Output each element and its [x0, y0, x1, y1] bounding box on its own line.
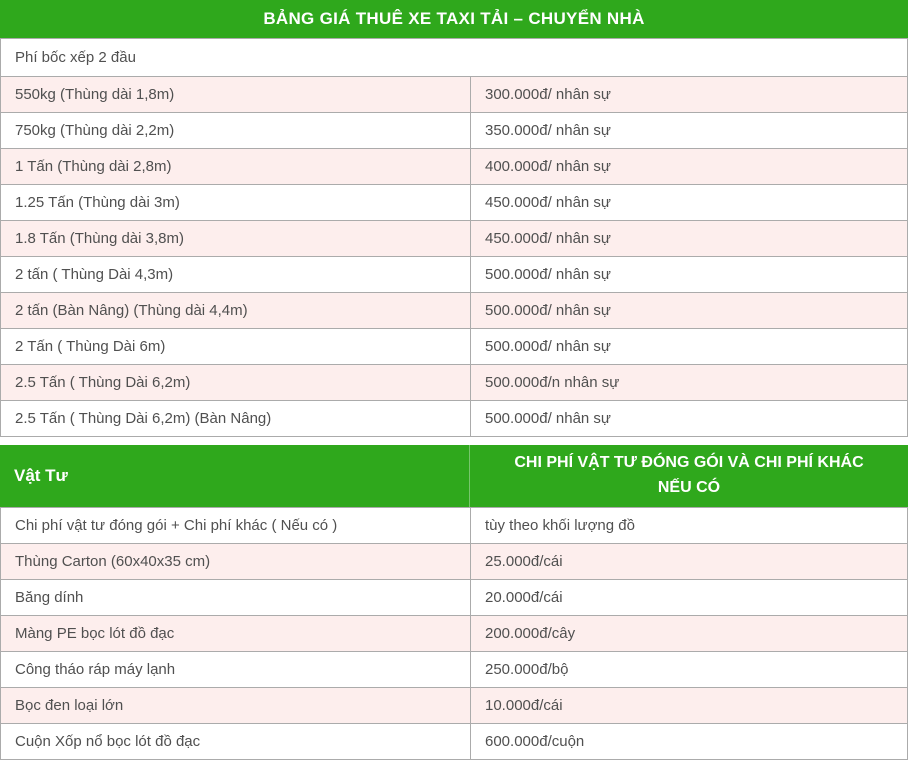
item-price: 25.000đ/cái [485, 553, 563, 570]
table2-header-bar [0, 445, 908, 507]
item-price: 450.000đ/ nhân sự [485, 194, 611, 211]
table-row [1, 400, 907, 436]
item-label: 2.5 Tấn ( Thùng Dài 6,2m) [1, 365, 471, 400]
item-label: 550kg (Thùng dài 1,8m) [1, 77, 471, 112]
table1-subheader-label: Phí bốc xếp 2 đầu [15, 49, 136, 66]
table1-rows [1, 76, 907, 436]
table-row [1, 543, 907, 579]
table-row [1, 364, 907, 400]
table2-col2-header: CHI PHÍ VẬT TƯ ĐÓNG GÓI VÀ CHI PHÍ KHÁC NẾU CÓ [514, 454, 864, 496]
table-row [1, 723, 907, 759]
item-price: 400.000đ/ nhân sự [485, 158, 611, 175]
table1-header-bar [0, 0, 908, 38]
item-price: 500.000đ/ nhân sự [485, 338, 611, 355]
table1-title: BẢNG GIÁ THUÊ XE TAXI TẢI – CHUYỂN NHÀ [263, 9, 645, 28]
item-label: Bọc đen loại lớn [1, 688, 471, 723]
table-row [1, 292, 907, 328]
table2-rows [1, 507, 907, 759]
item-label: Công tháo ráp máy lạnh [1, 652, 471, 687]
item-label: 2.5 Tấn ( Thùng Dài 6,2m) (Bàn Nâng) [1, 401, 471, 436]
table-row [1, 256, 907, 292]
item-label: Băng dính [1, 580, 471, 615]
item-price: 450.000đ/ nhân sự [485, 230, 611, 247]
table-row [1, 148, 907, 184]
table-row [1, 687, 907, 723]
item-price: 20.000đ/cái [485, 589, 563, 606]
item-price: 500.000đ/ nhân sự [485, 410, 611, 427]
table1-subheader-row [1, 38, 907, 76]
table-row [1, 615, 907, 651]
item-price: 250.000đ/bộ [485, 661, 569, 678]
item-price: 600.000đ/cuộn [485, 733, 585, 750]
item-label: Thùng Carton (60x40x35 cm) [1, 544, 471, 579]
item-label: Cuộn Xốp nổ bọc lót đồ đạc [1, 724, 471, 759]
item-label: 1 Tấn (Thùng dài 2,8m) [1, 149, 471, 184]
table-row [1, 651, 907, 687]
table1-body [0, 38, 908, 437]
packing-supplies-price-table [0, 445, 908, 760]
item-label: 1.25 Tấn (Thùng dài 3m) [1, 185, 471, 220]
table-row [1, 112, 907, 148]
table-row [1, 328, 907, 364]
table-row [1, 184, 907, 220]
item-price: 200.000đ/cây [485, 625, 576, 642]
item-price: 500.000đ/ nhân sự [485, 302, 611, 319]
item-label: 750kg (Thùng dài 2,2m) [1, 113, 471, 148]
table-gap [0, 437, 908, 445]
item-label: Chi phí vật tư đóng gói + Chi phí khác ( Nếu có ) [1, 508, 471, 543]
item-label: 2 Tấn ( Thùng Dài 6m) [1, 329, 471, 364]
item-price: tùy theo khối lượng đồ [485, 517, 635, 534]
table-row [1, 220, 907, 256]
table-row [1, 76, 907, 112]
table2-body [0, 507, 908, 760]
item-price: 500.000đ/n nhân sự [485, 374, 620, 391]
item-label: 2 tấn ( Thùng Dài 4,3m) [1, 257, 471, 292]
item-label: 1.8 Tấn (Thùng dài 3,8m) [1, 221, 471, 256]
item-label: 2 tấn (Bàn Nâng) (Thùng dài 4,4m) [1, 293, 471, 328]
table-row [1, 507, 907, 543]
table-row [1, 579, 907, 615]
item-price: 500.000đ/ nhân sự [485, 266, 611, 283]
item-price: 300.000đ/ nhân sự [485, 86, 611, 103]
table2-col1-header: Vật Tư [0, 445, 470, 507]
item-price: 10.000đ/cái [485, 697, 563, 714]
item-label: Màng PE bọc lót đồ đạc [1, 616, 471, 651]
item-price: 350.000đ/ nhân sự [485, 122, 611, 139]
